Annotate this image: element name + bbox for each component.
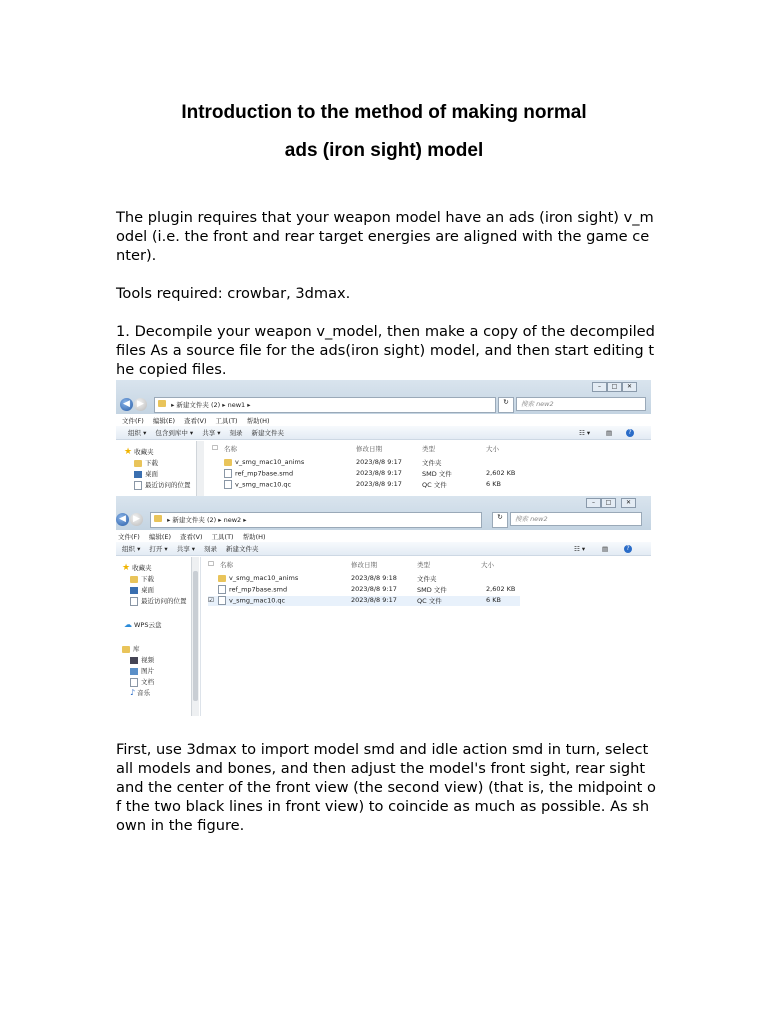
minimize-icon[interactable]: –: [586, 498, 601, 508]
view-options-icon[interactable]: ☷ ▾: [574, 545, 586, 553]
sidebar-item-favorites[interactable]: ★ 收藏夹: [122, 563, 152, 573]
window-1: [116, 414, 651, 498]
checkbox-checked-icon[interactable]: ☑: [208, 596, 214, 604]
sidebar-item-recent[interactable]: 最近访问的位置: [134, 480, 191, 490]
sidebar-item-desktop[interactable]: 桌面: [134, 469, 158, 478]
file-icon: [218, 585, 226, 594]
view-options-icon[interactable]: ☷ ▾: [579, 429, 591, 437]
menu-help[interactable]: 帮助(H): [246, 417, 270, 425]
picture-icon: [130, 668, 138, 675]
sidebar-item-music[interactable]: ♪ 音乐: [130, 688, 151, 697]
folder-icon: [218, 575, 226, 582]
path-segment[interactable]: 新建文件夹 (2): [172, 516, 217, 524]
close-icon[interactable]: ✕: [621, 498, 636, 508]
menu-file[interactable]: 文件(F): [122, 417, 144, 425]
music-icon: ♪: [130, 688, 136, 697]
file-icon: [224, 480, 232, 489]
path-segment[interactable]: new2: [223, 516, 242, 524]
column-date[interactable]: 修改日期: [356, 445, 382, 453]
table-row[interactable]: v_smg_mac10.qc 2023/8/8 9:17 QC 文件 6 KB: [224, 480, 534, 490]
open-button[interactable]: 打开 ▾: [149, 545, 168, 553]
search-input-2[interactable]: 搜索 new2: [510, 512, 642, 526]
sidebar-item-downloads[interactable]: 下载: [134, 458, 158, 467]
sidebar-item-desktop[interactable]: 桌面: [130, 585, 154, 594]
table-row-selected[interactable]: ☑ v_smg_mac10.qc 2023/8/8 9:17 QC 文件 6 KB: [208, 596, 520, 606]
table-row[interactable]: v_smg_mac10_anims 2023/8/8 9:17 文件夹: [224, 458, 534, 468]
close-icon[interactable]: ✕: [622, 382, 637, 392]
folder-icon: [224, 459, 232, 466]
menu-tools[interactable]: 工具(T): [211, 533, 234, 541]
desktop-icon: [130, 587, 138, 594]
file-icon: [218, 596, 226, 605]
table-row[interactable]: ref_mp7base.smd 2023/8/8 9:17 SMD 文件 2,602 KB: [224, 469, 534, 479]
toolbar-2: [116, 542, 651, 556]
menu-help[interactable]: 帮助(H): [242, 533, 266, 541]
table-row[interactable]: v_smg_mac10_anims 2023/8/8 9:18 文件夹: [218, 574, 520, 584]
include-library-button[interactable]: 包含到库中 ▾: [155, 429, 194, 437]
folder-icon: [154, 515, 162, 522]
folder-icon: [158, 400, 166, 407]
intro-paragraph: The plugin requires that your weapon model have an ads (iron sight) v_model (i.e. the front and rear target energies are aligned with the game center).: [116, 209, 654, 264]
organize-button[interactable]: 组织 ▾: [128, 429, 147, 437]
column-name[interactable]: 名称: [224, 445, 237, 453]
path-segment[interactable]: new1: [227, 401, 246, 409]
help-icon[interactable]: ?: [626, 429, 634, 437]
document-title-line-1: Introduction to the method of making normal: [181, 102, 587, 123]
star-icon: ★: [122, 563, 131, 573]
recent-places-icon: [134, 481, 142, 490]
search-input-1[interactable]: 搜索 new2: [516, 397, 646, 411]
sidebar-item-libraries[interactable]: 库: [122, 644, 140, 653]
back-icon[interactable]: ◀: [120, 398, 133, 411]
window-1-frame: [116, 380, 651, 414]
forward-icon[interactable]: ▶: [130, 513, 143, 526]
window-2: [116, 530, 651, 716]
checkbox-icon[interactable]: ☐: [208, 560, 214, 568]
help-icon[interactable]: ?: [624, 545, 632, 553]
column-size[interactable]: 大小: [486, 445, 499, 453]
sidebar-scrollbar-1[interactable]: [196, 441, 204, 498]
cloud-icon: ☁: [124, 620, 132, 629]
desktop-icon: [134, 471, 142, 478]
sidebar-1: [116, 441, 201, 498]
sidebar-item-pictures[interactable]: 图片: [130, 666, 154, 675]
document-title-line-2: ads (iron sight) model: [284, 140, 484, 161]
menu-edit[interactable]: 编辑(E): [152, 417, 175, 425]
video-icon: [130, 657, 138, 664]
new-folder-button[interactable]: 新建文件夹: [251, 429, 285, 437]
sidebar-item-videos[interactable]: 视频: [130, 655, 154, 664]
new-folder-button[interactable]: 新建文件夹: [226, 545, 259, 553]
menu-bar-1: [122, 416, 651, 425]
share-button[interactable]: 共享 ▾: [176, 545, 196, 553]
sidebar-item-wps-cloud[interactable]: ☁ WPS云盘: [124, 620, 162, 629]
menu-bar-2: [118, 532, 651, 541]
sidebar-scrollbar-2[interactable]: [191, 557, 199, 716]
table-row[interactable]: ref_mp7base.smd 2023/8/8 9:17 SMD 文件 2,602 KB: [218, 585, 520, 595]
maximize-icon[interactable]: □: [607, 382, 622, 392]
sidebar-item-downloads[interactable]: 下载: [130, 574, 154, 583]
preview-pane-icon[interactable]: ▤: [602, 545, 609, 553]
recent-places-icon: [130, 597, 138, 606]
address-bar-1[interactable]: ▸ 新建文件夹 (2) ▸ new1 ▸: [154, 397, 496, 413]
maximize-icon[interactable]: □: [601, 498, 616, 508]
file-icon: [224, 469, 232, 478]
window-2-frame: [116, 496, 651, 530]
tools-paragraph: Tools required: crowbar, 3dmax.: [116, 285, 351, 302]
back-icon[interactable]: ◀: [116, 513, 129, 526]
menu-file[interactable]: 文件(F): [118, 533, 140, 541]
column-name[interactable]: 名称: [220, 561, 233, 569]
menu-edit[interactable]: 编辑(E): [148, 533, 171, 541]
sidebar-item-documents[interactable]: 文档: [130, 677, 154, 687]
menu-tools[interactable]: 工具(T): [215, 417, 238, 425]
preview-pane-icon[interactable]: ▤: [606, 429, 613, 437]
library-icon: [122, 646, 130, 653]
minimize-icon[interactable]: –: [592, 382, 607, 392]
burn-button[interactable]: 刻录: [229, 429, 243, 437]
step-1-paragraph: 1. Decompile your weapon v_model, then make a copy of the decompiled files As a source file for the ads(iron sight) model, and then start editing the copied files.: [116, 323, 655, 378]
menu-view[interactable]: 查看(V): [184, 417, 207, 425]
refresh-icon[interactable]: ↻: [492, 512, 508, 528]
menu-view[interactable]: 查看(V): [180, 533, 203, 541]
address-bar-2[interactable]: ▸ 新建文件夹 (2) ▸ new2 ▸: [150, 512, 482, 528]
explorer-screenshot: [116, 380, 651, 716]
sidebar-item-favorites[interactable]: ★ 收藏夹: [124, 447, 154, 457]
sidebar-2: [116, 557, 201, 716]
column-type[interactable]: 类型: [422, 445, 435, 453]
column-type[interactable]: 类型: [417, 561, 430, 569]
download-icon: [134, 460, 142, 467]
document-icon: [130, 678, 138, 687]
refresh-icon[interactable]: ↻: [498, 397, 514, 413]
column-size[interactable]: 大小: [481, 561, 494, 569]
step-1-description-paragraph: First, use 3dmax to import model smd and idle action smd in turn, select all models and bones, and then adjust the model's front sight, rear sight and the center of the front view (the second view) (that is, the midpoint of the two black lines in front view) to coincide as much as possible. As shown in the figure.: [116, 741, 656, 834]
burn-button[interactable]: 刻录: [204, 545, 218, 553]
toolbar-1: [116, 426, 651, 440]
column-date[interactable]: 修改日期: [351, 561, 377, 569]
path-segment[interactable]: 新建文件夹 (2): [176, 401, 221, 409]
organize-button[interactable]: 组织 ▾: [122, 545, 141, 553]
forward-icon[interactable]: ▶: [134, 398, 147, 411]
share-button[interactable]: 共享 ▾: [202, 429, 221, 437]
download-icon: [130, 576, 138, 583]
checkbox-icon[interactable]: ☐: [212, 444, 218, 452]
sidebar-item-recent[interactable]: 最近访问的位置: [130, 596, 187, 606]
scrollbar-thumb[interactable]: [193, 571, 198, 701]
star-icon: ★: [124, 447, 133, 457]
